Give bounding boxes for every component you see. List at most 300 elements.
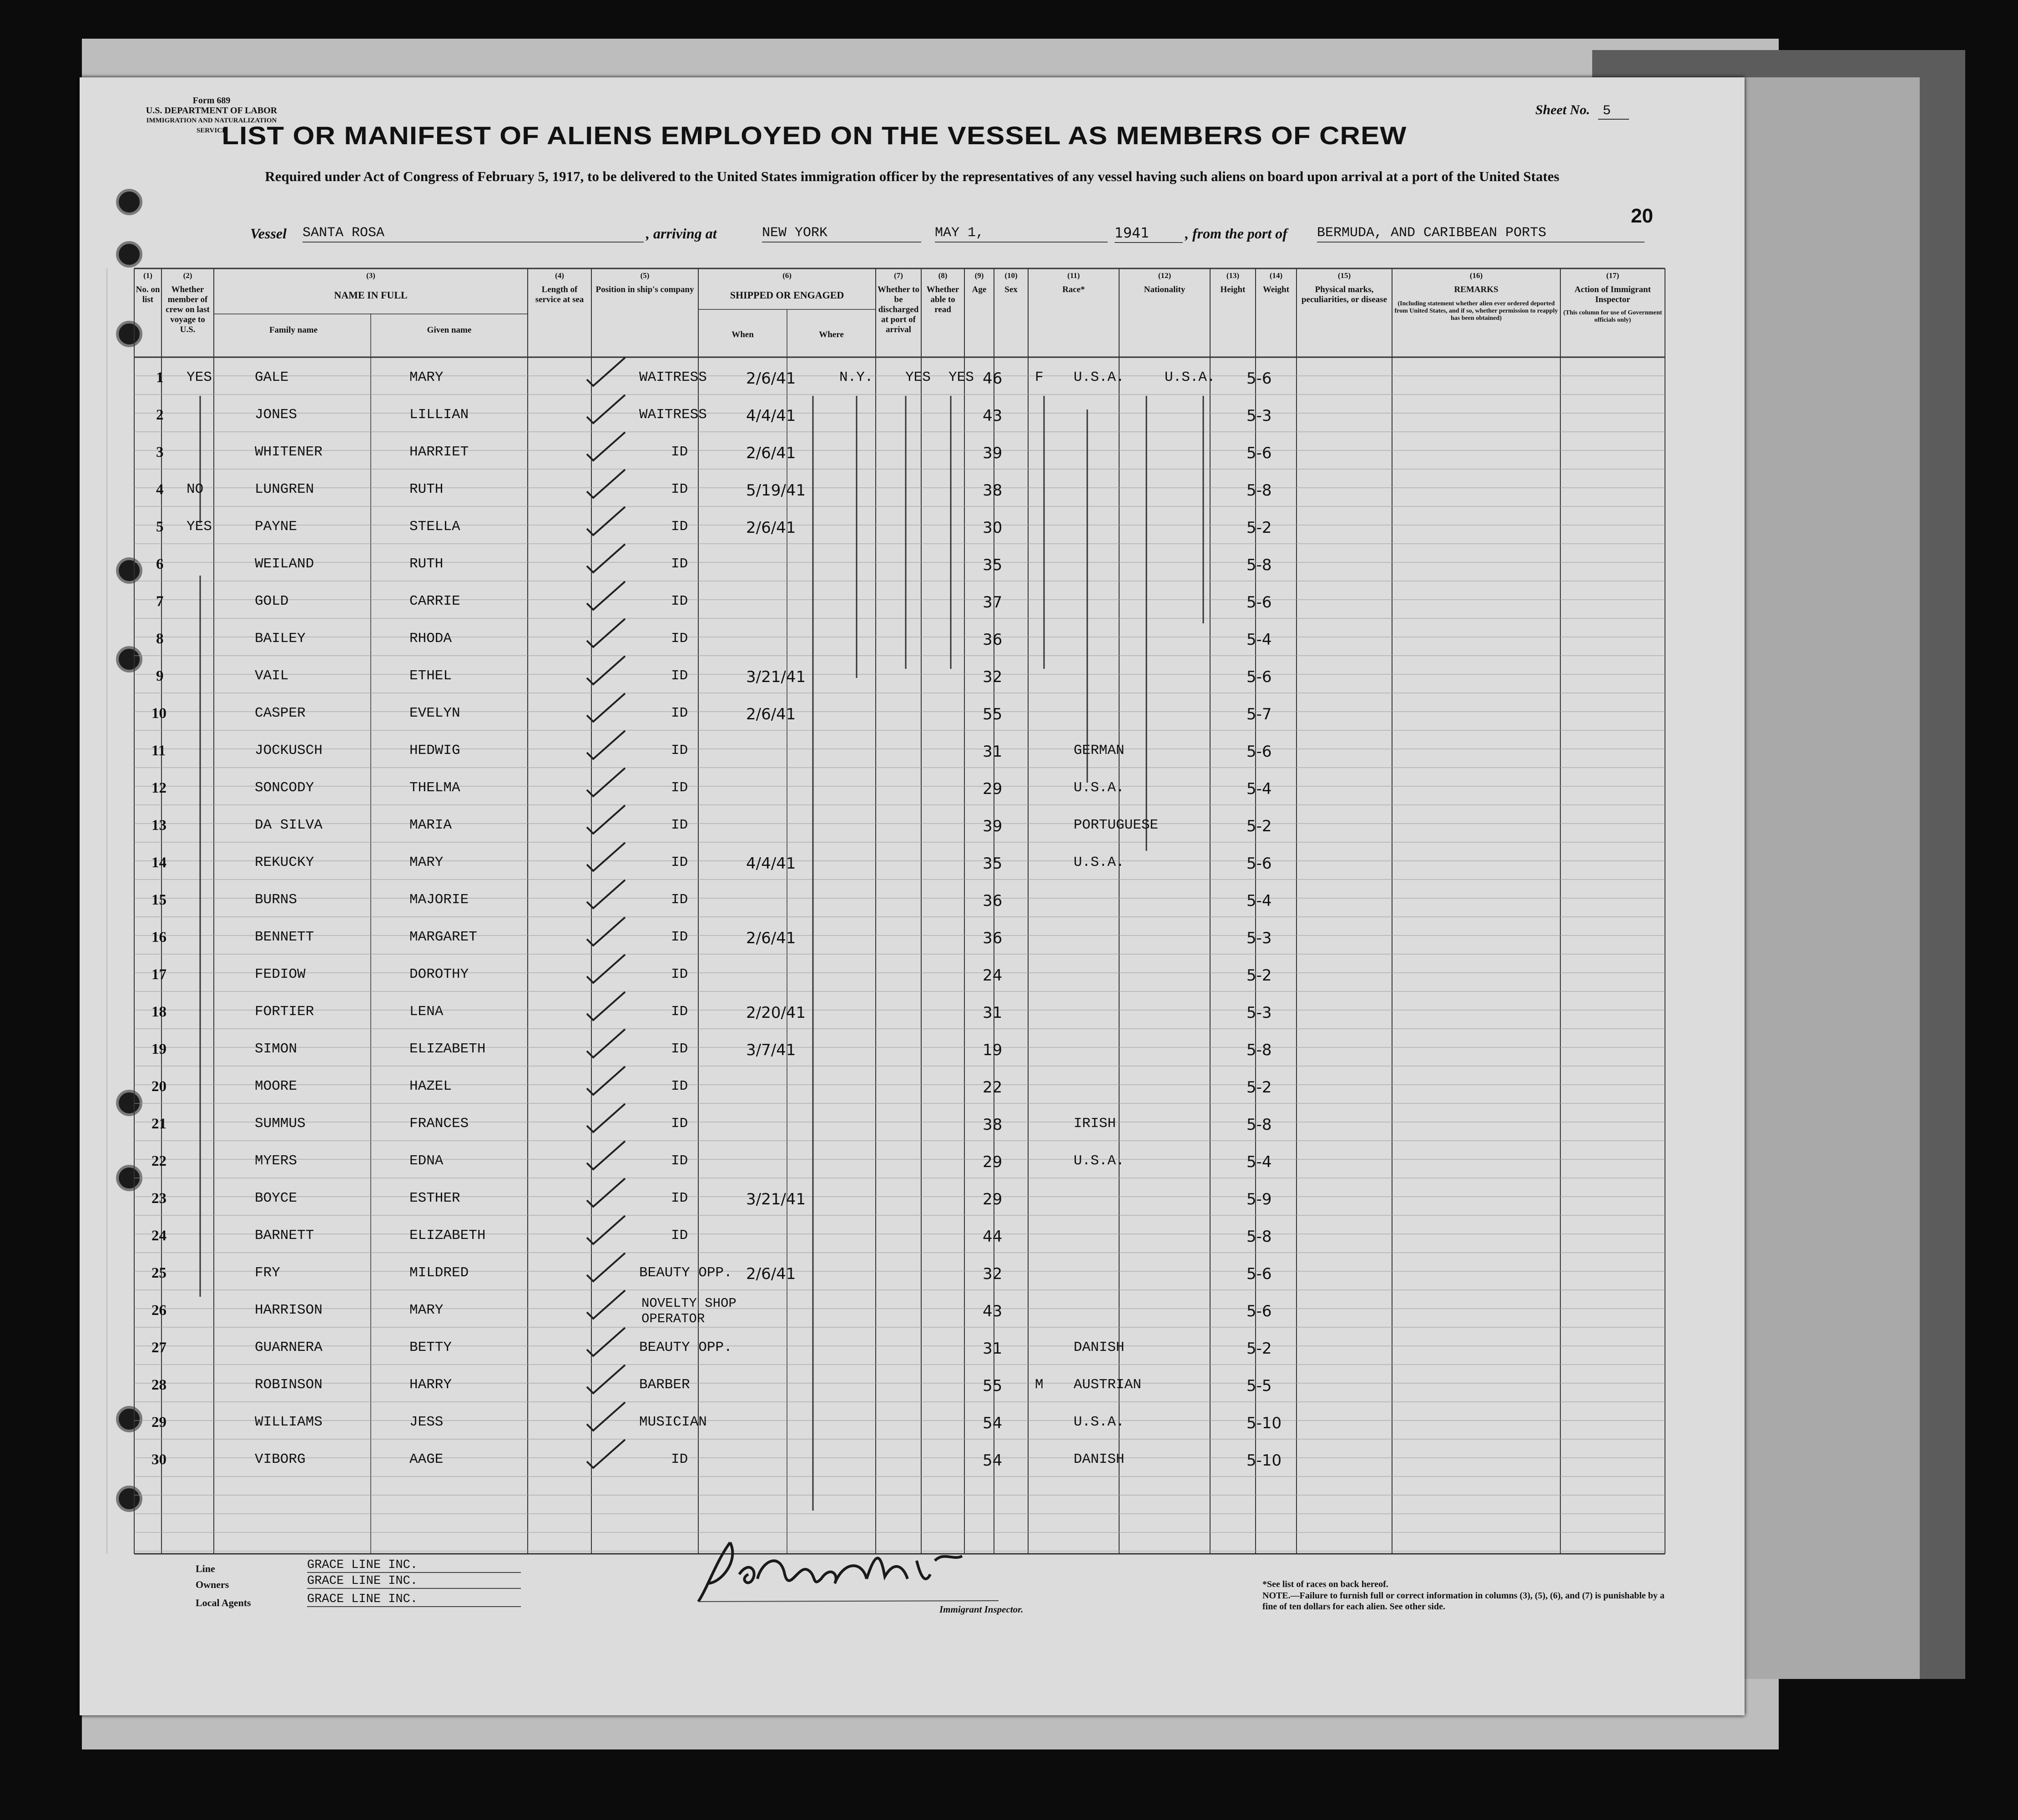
table-row	[80, 1153, 1745, 1190]
table-row	[80, 481, 1745, 519]
column-number: (11)	[1067, 271, 1080, 280]
column-header: Height	[1220, 285, 1246, 294]
family-name: GALE	[255, 369, 289, 385]
crew-last-voyage: YES	[187, 369, 212, 385]
action-note: (This column for use of Government officials only)	[1563, 309, 1662, 324]
crew-last-voyage: YES	[187, 519, 212, 535]
family-name: BURNS	[255, 892, 298, 908]
given-name: MARGARET	[409, 929, 477, 945]
shipped-when: 2/6/41	[746, 705, 796, 723]
column-number: (15)	[1337, 271, 1351, 280]
table-row	[80, 1041, 1745, 1078]
column-number: (14)	[1269, 271, 1283, 280]
position: ID	[671, 705, 688, 721]
position: ID	[671, 1451, 688, 1467]
age: 35	[983, 854, 1003, 873]
table-row	[80, 1004, 1745, 1041]
position: BARBER	[639, 1377, 690, 1393]
column-number: (12)	[1158, 271, 1171, 280]
given-name: MARY	[409, 369, 444, 385]
family-name: BENNETT	[255, 929, 314, 945]
table-row	[80, 556, 1745, 593]
when-header: When	[732, 330, 754, 339]
age: 22	[983, 1078, 1003, 1097]
given-name: RUTH	[409, 481, 444, 497]
sex: M	[1035, 1377, 1044, 1393]
age: 55	[983, 705, 1003, 723]
row-number: 12	[151, 780, 166, 796]
age: 43	[983, 407, 1003, 425]
family-name: SIMON	[255, 1041, 298, 1057]
given-name: LILLIAN	[409, 407, 469, 423]
height: 5-8	[1246, 1228, 1272, 1246]
shipped-when: 2/6/41	[746, 1265, 796, 1283]
family-name: MOORE	[255, 1078, 298, 1094]
row-number: 14	[151, 854, 166, 871]
position: ID	[671, 519, 688, 535]
given-name: EDNA	[409, 1153, 444, 1169]
form-number: Form 689	[192, 96, 231, 106]
height: 5-8	[1246, 1041, 1272, 1059]
row-number: 9	[156, 668, 164, 684]
age: 30	[983, 519, 1003, 537]
row-number: 22	[151, 1153, 166, 1169]
age: 54	[983, 1451, 1003, 1470]
table-row	[80, 407, 1745, 444]
age: 29	[983, 1190, 1003, 1208]
height: 5-6	[1246, 1302, 1272, 1320]
age: 55	[983, 1377, 1003, 1395]
page-subtitle: Required under Act of Congress of February 5, 1917, to be delivered to the United States immigration officer by the representatives of any vessel having such aliens on board upon arrival at a port of the United States	[265, 168, 1559, 184]
able-to-read: YES	[948, 369, 974, 385]
height: 5-10	[1246, 1414, 1282, 1432]
age: 36	[983, 929, 1003, 947]
where-header: Where	[819, 330, 844, 339]
family-name: VIBORG	[255, 1451, 306, 1467]
table-row	[80, 1190, 1745, 1228]
table-row	[80, 780, 1745, 817]
column-header: REMARKS	[1454, 285, 1498, 294]
given-name: MARIA	[409, 817, 452, 833]
arrival-date: MAY 1,	[935, 225, 1108, 243]
race: AUSTRIAN	[1074, 1377, 1141, 1393]
column-number: (8)	[938, 271, 948, 280]
height: 5-6	[1246, 743, 1272, 761]
position: ID	[671, 481, 688, 497]
given-name: MARY	[409, 854, 444, 870]
position: ID	[671, 444, 688, 460]
position: ID	[671, 1228, 688, 1244]
height: 5-2	[1246, 519, 1272, 537]
table-row	[80, 519, 1745, 556]
given-name: AAGE	[409, 1451, 444, 1467]
column-header: Action of Immigrant Inspector	[1574, 285, 1651, 304]
position: MUSICIAN	[639, 1414, 707, 1430]
height: 5-6	[1246, 854, 1272, 873]
row-number: 5	[156, 519, 164, 535]
height: 5-8	[1246, 1116, 1272, 1134]
table-row	[80, 966, 1745, 1004]
height: 5-6	[1246, 444, 1272, 462]
family-name: WEILAND	[255, 556, 314, 572]
age: 31	[983, 1004, 1003, 1022]
column-number: (3)	[366, 271, 375, 280]
row-number: 16	[151, 929, 166, 945]
position: ID	[671, 929, 688, 945]
family-name: JONES	[255, 407, 298, 423]
age: 35	[983, 556, 1003, 574]
family-name: LUNGREN	[255, 481, 314, 497]
given-name: MAJORIE	[409, 892, 469, 908]
shipped-when: 2/20/41	[746, 1004, 806, 1022]
table-row	[80, 1078, 1745, 1116]
given-name: STELLA	[409, 519, 460, 535]
row-number: 10	[151, 705, 166, 722]
family-name: DA SILVA	[255, 817, 323, 833]
family-name: REKUCKY	[255, 854, 314, 870]
crew-last-voyage: NO	[187, 481, 204, 497]
given-name: THELMA	[409, 780, 460, 796]
race: U.S.A.	[1074, 1414, 1125, 1430]
shipped-when: 2/6/41	[746, 519, 796, 537]
age: 19	[983, 1041, 1003, 1059]
family-name: HARRISON	[255, 1302, 323, 1318]
height: 5-5	[1246, 1377, 1272, 1395]
table-row	[80, 1228, 1745, 1265]
row-number: 13	[151, 817, 166, 834]
shipped-when: 4/4/41	[746, 854, 796, 873]
height: 5-2	[1246, 1340, 1272, 1358]
column-header: Physical marks, peculiarities, or disease	[1301, 285, 1387, 304]
position: ID	[671, 892, 688, 908]
column-header: SHIPPED OR ENGAGED	[730, 289, 844, 301]
family-name: GOLD	[255, 593, 289, 609]
given-name: ESTHER	[409, 1190, 460, 1206]
fine-note: NOTE.—Failure to furnish full or correct information in columns (3), (5), (6), and (7) is punishable by a fine of ten dollars for each alien. See other side.	[1262, 1591, 1665, 1612]
given-name: RHODA	[409, 631, 452, 647]
column-header: Race*	[1062, 285, 1085, 294]
height: 5-6	[1246, 593, 1272, 612]
height: 5-4	[1246, 631, 1272, 649]
row-number: 30	[151, 1451, 166, 1468]
height: 5-4	[1246, 1153, 1272, 1171]
race: GERMAN	[1074, 743, 1125, 758]
age: 44	[983, 1228, 1003, 1246]
agents-value: GRACE LINE INC.	[307, 1592, 521, 1607]
column-number: (9)	[974, 271, 984, 280]
column-number: (6)	[782, 271, 792, 280]
height: 5-6	[1246, 668, 1272, 686]
race: U.S.A.	[1074, 780, 1125, 796]
shipped-when: 3/7/41	[746, 1041, 796, 1059]
race: IRISH	[1074, 1116, 1116, 1132]
height: 5-4	[1246, 780, 1272, 798]
given-name-header: Given name	[427, 325, 472, 335]
given-name: ELIZABETH	[409, 1228, 486, 1244]
row-number: 28	[151, 1377, 166, 1393]
race: PORTUGUESE	[1074, 817, 1159, 833]
position: ID	[671, 1004, 688, 1020]
service: IMMIGRATION AND NATURALIZATION SERVICE	[146, 117, 277, 134]
races-note: *See list of races on back hereof.	[1262, 1579, 1388, 1589]
family-name: SONCODY	[255, 780, 314, 796]
arriving-label: , arriving at	[646, 225, 717, 242]
position: ID	[671, 1116, 688, 1132]
position: BEAUTY OPP.	[639, 1340, 732, 1355]
row-number: 25	[151, 1265, 166, 1281]
age: 32	[983, 1265, 1003, 1283]
given-name: EVELYN	[409, 705, 460, 721]
row-number: 2	[156, 407, 164, 423]
agents-label: Local Agents	[196, 1597, 251, 1608]
family-name: WILLIAMS	[255, 1414, 323, 1430]
given-name: MARY	[409, 1302, 444, 1318]
age: 37	[983, 593, 1003, 612]
column-header: Sex	[1004, 285, 1018, 294]
given-name: ETHEL	[409, 668, 452, 684]
shipped-when: 3/21/41	[746, 1190, 806, 1208]
column-header: Position in ship's company	[595, 285, 694, 294]
row-number: 7	[156, 593, 164, 610]
given-name: LENA	[409, 1004, 444, 1020]
position: ID	[671, 817, 688, 833]
race: U.S.A.	[1074, 1153, 1125, 1169]
table-row	[80, 1265, 1745, 1302]
table-row	[80, 854, 1745, 892]
table-row	[80, 929, 1745, 966]
family-name: FRY	[255, 1265, 280, 1281]
given-name: RUTH	[409, 556, 444, 572]
arriving-port: NEW YORK	[762, 225, 921, 243]
given-name: HAZEL	[409, 1078, 452, 1094]
page-number: 20	[1631, 205, 1653, 227]
position: ID	[671, 593, 688, 609]
age: 32	[983, 668, 1003, 686]
column-number: (16)	[1469, 271, 1483, 280]
race: U.S.A.	[1074, 854, 1125, 870]
age: 31	[983, 1340, 1003, 1358]
table-row	[80, 631, 1745, 668]
race: DANISH	[1074, 1451, 1125, 1467]
family-name: GUARNERA	[255, 1340, 323, 1355]
position: ID	[671, 1190, 688, 1206]
discharged: YES	[905, 369, 931, 385]
age: 38	[983, 1116, 1003, 1134]
column-number: (13)	[1226, 271, 1240, 280]
family-name-header: Family name	[269, 325, 318, 335]
row-number: 11	[151, 743, 166, 759]
table-row	[80, 369, 1745, 407]
height: 5-10	[1246, 1451, 1282, 1470]
column-header: No. on list	[136, 285, 160, 304]
height: 5-8	[1246, 556, 1272, 574]
arrival-year: 1941	[1115, 225, 1183, 243]
row-number: 26	[151, 1302, 166, 1319]
table-row	[80, 1377, 1745, 1414]
remarks-note: (Including statement whether alien ever ordered deported from United States, and if so, whether permission to reapply has been obtained)	[1394, 300, 1558, 322]
height: 5-8	[1246, 481, 1272, 500]
position: ID	[671, 854, 688, 870]
given-name: HEDWIG	[409, 743, 460, 758]
shipped-when: 2/6/41	[746, 369, 796, 388]
position: ID	[671, 556, 688, 572]
family-name: SUMMUS	[255, 1116, 306, 1132]
family-name: WHITENER	[255, 444, 323, 460]
position: BEAUTY OPP.	[639, 1265, 732, 1281]
vessel-name: SANTA ROSA	[303, 225, 644, 243]
row-number: 17	[151, 966, 166, 983]
row-number: 3	[156, 444, 164, 460]
position: ID	[671, 1153, 688, 1169]
shipped-when: 2/6/41	[746, 929, 796, 947]
shipped-where: N.Y.	[839, 369, 873, 385]
height: 5-6	[1246, 1265, 1272, 1283]
owners-label: Owners	[196, 1579, 229, 1590]
inspector-label: Immigrant Inspector.	[939, 1604, 1024, 1615]
age: 29	[983, 1153, 1003, 1171]
table-row	[80, 817, 1745, 854]
family-name: FEDIOW	[255, 966, 306, 982]
column-header: Length of service at sea	[535, 285, 584, 304]
column-number: (5)	[640, 271, 650, 280]
shipped-when: 3/21/41	[746, 668, 806, 686]
row-number: 27	[151, 1340, 166, 1356]
inspector-signature	[689, 1533, 1008, 1606]
department: U.S. DEPARTMENT OF LABOR	[146, 106, 277, 116]
row-number: 18	[151, 1004, 166, 1020]
height: 5-2	[1246, 817, 1272, 835]
row-number: 1	[156, 369, 164, 386]
position: ID	[671, 1078, 688, 1094]
column-number: (1)	[143, 271, 152, 280]
column-header: Whether to be discharged at port of arrival	[878, 285, 919, 334]
height: 5-3	[1246, 407, 1272, 425]
given-name: FRANCES	[409, 1116, 469, 1132]
given-name: HARRIET	[409, 444, 469, 460]
row-number: 15	[151, 892, 166, 908]
column-header: NAME IN FULL	[334, 289, 408, 301]
given-name: CARRIE	[409, 593, 460, 609]
row-number: 19	[151, 1041, 166, 1057]
position: ID	[671, 780, 688, 796]
family-name: BAILEY	[255, 631, 306, 647]
row-number: 24	[151, 1228, 166, 1244]
manifest-page	[80, 77, 1745, 1715]
line-label: Line	[196, 1563, 215, 1574]
age: 43	[983, 1302, 1003, 1320]
column-header: Nationality	[1144, 285, 1186, 294]
table-row	[80, 1116, 1745, 1153]
row-number: 29	[151, 1414, 166, 1431]
row-number: 6	[156, 556, 164, 572]
height: 5-2	[1246, 966, 1272, 985]
column-header: Age	[972, 285, 987, 294]
column-header: Whether able to read	[926, 285, 959, 314]
position: ID	[671, 631, 688, 647]
column-number: (10)	[1004, 271, 1018, 280]
age: 39	[983, 817, 1003, 835]
row-number: 23	[151, 1190, 166, 1207]
given-name: HARRY	[409, 1377, 452, 1393]
column-number: (17)	[1606, 271, 1619, 280]
line-value: GRACE LINE INC.	[307, 1558, 521, 1573]
family-name: VAIL	[255, 668, 289, 684]
table-row	[80, 705, 1745, 743]
sex: F	[1035, 369, 1044, 385]
given-name: BETTY	[409, 1340, 452, 1355]
age: 29	[983, 780, 1003, 798]
height: 5-3	[1246, 929, 1272, 947]
row-number: 4	[156, 481, 164, 498]
position: WAITRESS	[639, 369, 707, 385]
height: 5-7	[1246, 705, 1272, 723]
page-title: LIST OR MANIFEST OF ALIENS EMPLOYED ON THE VESSEL AS MEMBERS OF CREW	[222, 121, 1407, 150]
from-port: BERMUDA, AND CARIBBEAN PORTS	[1317, 225, 1645, 243]
table-row	[80, 1451, 1745, 1489]
position: ID	[671, 743, 688, 758]
height: 5-3	[1246, 1004, 1272, 1022]
column-number: (4)	[555, 271, 564, 280]
age: 54	[983, 1414, 1003, 1432]
position: WAITRESS	[639, 407, 707, 423]
position: ID	[671, 668, 688, 684]
age: 39	[983, 444, 1003, 462]
age: 24	[983, 966, 1003, 985]
table-row	[80, 593, 1745, 631]
from-label: , from the port of	[1185, 225, 1287, 242]
family-name: BOYCE	[255, 1190, 298, 1206]
table-row	[80, 1296, 1745, 1340]
age: 36	[983, 892, 1003, 910]
column-header: Weight	[1262, 285, 1290, 294]
table-row	[80, 1340, 1745, 1377]
nationality: U.S.A.	[1165, 369, 1216, 385]
given-name: DOROTHY	[409, 966, 469, 982]
age: 31	[983, 743, 1003, 761]
row-number: 21	[151, 1116, 166, 1132]
given-name: MILDRED	[409, 1265, 469, 1281]
age: 36	[983, 631, 1003, 649]
shipped-when: 4/4/41	[746, 407, 796, 425]
family-name: MYERS	[255, 1153, 298, 1169]
family-name: JOCKUSCH	[255, 743, 323, 758]
height: 5-9	[1246, 1190, 1272, 1208]
race: DANISH	[1074, 1340, 1125, 1355]
race: U.S.A.	[1074, 369, 1125, 385]
table-row	[80, 892, 1745, 929]
table-row	[80, 1414, 1745, 1451]
height: 5-4	[1246, 892, 1272, 910]
shipped-when: 5/19/41	[746, 481, 806, 500]
sheet-value: 5	[1598, 103, 1629, 120]
position: NOVELTY SHOP OPERATOR	[641, 1296, 737, 1326]
shipped-when: 2/6/41	[746, 444, 796, 462]
column-number: (7)	[894, 271, 903, 280]
age: 38	[983, 481, 1003, 500]
table-row	[80, 668, 1745, 705]
family-name: PAYNE	[255, 519, 298, 535]
table-row	[80, 743, 1745, 780]
family-name: BARNETT	[255, 1228, 314, 1244]
row-number: 8	[156, 631, 164, 647]
family-name: ROBINSON	[255, 1377, 323, 1393]
vessel-label: Vessel	[250, 225, 287, 242]
owners-value: GRACE LINE INC.	[307, 1574, 521, 1589]
given-name: ELIZABETH	[409, 1041, 486, 1057]
family-name: FORTIER	[255, 1004, 314, 1020]
column-header: Whether member of crew on last voyage to U.S.	[166, 285, 210, 334]
height: 5-6	[1246, 369, 1272, 388]
